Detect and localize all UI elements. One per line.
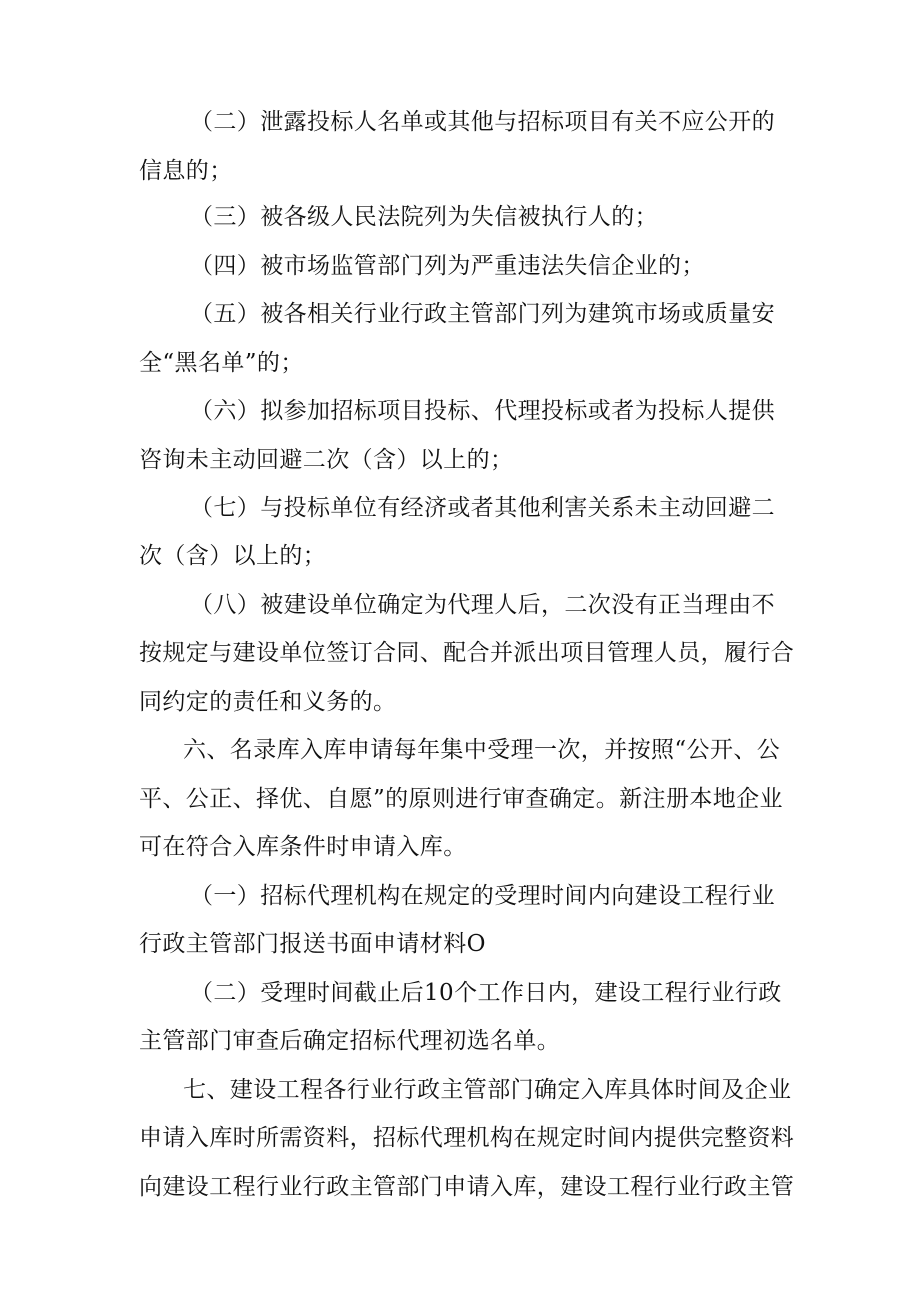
paragraph-line: 向建设工程行业行政主管部门申请入库，建设工程行业行政主管: [139, 1174, 795, 1200]
paragraph-line: 次（含）以上的；: [139, 543, 327, 569]
paragraph-line: （二）泄露投标人名单或其他与招标项目有关不应公开的: [190, 109, 775, 135]
paragraph-line: （五）被各相关行业行政主管部门列为建筑市场或质量安: [190, 301, 775, 327]
paragraph-line: 咨询未主动回避二次（含）以上的；: [139, 447, 514, 473]
paragraph-line: （二）受理时间截止后10个工作日内，建设工程行业行政: [190, 980, 782, 1006]
paragraph-line: 七、建设工程各行业行政主管部门确定入库具体时间及企业: [183, 1077, 792, 1103]
paragraph-line: （四）被市场监管部门列为严重违法失信企业的；: [190, 253, 705, 279]
paragraph-line: 同约定的责任和义务的。: [139, 689, 397, 715]
paragraph-line: （八）被建设单位确定为代理人后，二次没有正当理由不: [190, 592, 775, 618]
paragraph-line: 行政主管部门报送书面申请材料O: [139, 931, 486, 957]
paragraph-line: 按规定与建设单位签订合同、配合并派出项目管理人员，履行合: [139, 640, 795, 666]
paragraph-line: （六）拟参加招标项目投标、代理投标或者为投标人提供: [190, 398, 775, 424]
paragraph-line: 平、公正、择优、自愿”的原则进行审查确定。新注册本地企业: [139, 786, 783, 812]
paragraph-line: 申请入库时所需资料，招标代理机构在规定时间内提供完整资料: [139, 1125, 795, 1151]
paragraph-line: 主管部门审查后确定招标代理初选名单。: [139, 1028, 561, 1054]
paragraph-line: 六、名录库入库申请每年集中受理一次，并按照“公开、公: [183, 737, 781, 763]
paragraph-line: 全“黑名单”的；: [139, 350, 304, 376]
paragraph-line: （一）招标代理机构在规定的受理时间内向建设工程行业: [190, 883, 775, 909]
paragraph-line: 信息的；: [139, 158, 233, 184]
paragraph-line: （七）与投标单位有经济或者其他利害关系未主动回避二: [190, 495, 775, 521]
paragraph-line: （三）被各级人民法院列为失信被执行人的；: [190, 204, 658, 230]
paragraph-line: 可在符合入库条件时申请入库。: [139, 834, 467, 860]
